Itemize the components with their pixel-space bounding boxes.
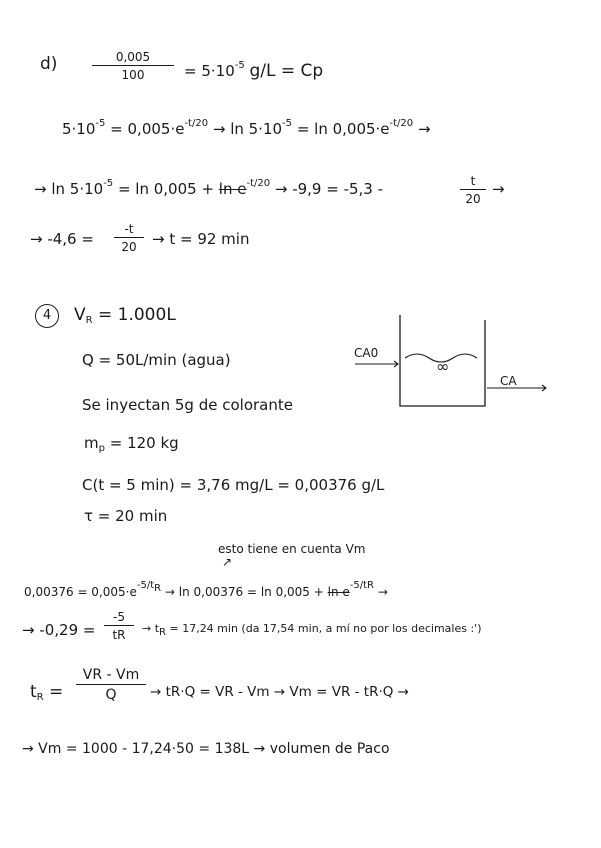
mass-p	[84, 434, 179, 454]
reactor-volume	[74, 307, 176, 324]
eq-text: → ln 0,00376 = ln 0,005 +	[164, 585, 324, 599]
fraction-denominator: 20	[465, 192, 481, 206]
exponent-text: -5/t	[136, 580, 155, 591]
concentration: C(t = 5 min) = 3,76 mg/L = 0,00376 g/L	[82, 476, 385, 494]
equation-d4-right: → t = 92 min	[152, 230, 250, 248]
eq-text: = 0,005·e	[110, 120, 185, 138]
fraction-d3	[460, 175, 486, 205]
tau: τ = 20 min	[84, 507, 168, 525]
outlet-label: CA	[500, 374, 517, 388]
equation-4-1	[24, 580, 388, 599]
exponent: -t/20	[246, 178, 271, 189]
exponent: -5	[234, 60, 245, 71]
eq-text: = 5·10	[184, 62, 235, 80]
fraction-numerator: -t	[114, 223, 144, 238]
equation-4-3-right: → tR·Q = VR - Vm → Vm = VR - tR·Q →	[150, 684, 409, 700]
equation-4-2-right	[142, 622, 482, 638]
exponent: -t/20	[389, 118, 414, 129]
injection-text: Se inyectan 5g de colorante	[82, 396, 293, 414]
problem-number: 4	[35, 304, 59, 328]
exponent: -5	[95, 118, 106, 129]
fraction-denominator: 100	[121, 68, 145, 82]
fraction-d1	[92, 51, 174, 81]
eq-text: = 120 kg	[104, 434, 179, 452]
eq-text: =	[43, 682, 64, 702]
eq-text: = 17,24 min (da 17,54 min, a mí no por los decimales :')	[165, 622, 482, 635]
exponent: -t/20	[184, 118, 209, 129]
fraction-4-2	[104, 611, 134, 641]
note-arrow-icon: ↗	[222, 555, 233, 569]
equation-d4-left: → -4,6 =	[30, 230, 94, 248]
fraction-numerator: VR - Vm	[76, 668, 146, 685]
arrow-text: →	[377, 585, 388, 599]
svg-text:∞: ∞	[436, 357, 450, 376]
annotation-note: esto tiene en cuenta Vm	[218, 542, 366, 556]
tank-diagram	[350, 310, 550, 410]
subscript: p	[98, 443, 105, 454]
crossed-out-term: ln e	[218, 180, 247, 198]
fraction-numerator: 0,005	[92, 51, 174, 66]
subscript: R	[154, 583, 162, 594]
part-d-label: d)	[40, 54, 58, 74]
equation-d2	[62, 118, 431, 138]
subscript: R	[159, 627, 166, 638]
fraction-denominator: 20	[121, 240, 137, 254]
eq-text: = 1.000L	[92, 305, 176, 325]
subscript: R	[36, 692, 44, 703]
exponent: -5/tR	[349, 580, 374, 591]
arrow-d3: →	[492, 180, 505, 198]
eq-text: = ln 0,005·e	[296, 120, 390, 138]
fraction-4-3	[76, 668, 146, 702]
fraction-denominator: Q	[105, 687, 117, 703]
equation-4-3-left	[30, 684, 63, 701]
subscript: R	[85, 315, 93, 326]
crossed-out-term: ln e	[327, 585, 350, 599]
exponent: -5	[103, 178, 114, 189]
eq-text: → t	[142, 622, 160, 635]
fraction-denominator: tR	[112, 628, 126, 642]
eq-text: → -9,9 = -5,3 -	[274, 180, 384, 198]
equation-4-2-left: → -0,29 =	[22, 621, 96, 639]
eq-text: V	[74, 305, 86, 325]
eq-text: m	[84, 434, 99, 452]
eq-text: 0,00376 = 0,005·e	[24, 585, 137, 599]
eq-text: → ln 5·10	[212, 120, 283, 138]
arrow-text: →	[417, 120, 431, 138]
flow-rate: Q = 50L/min (agua)	[82, 351, 231, 369]
fraction-d4	[114, 223, 144, 253]
fraction-numerator: t	[460, 175, 486, 190]
equation-4-4: → Vm = 1000 - 17,24·50 = 138L → volumen de Paco	[22, 741, 390, 757]
exponent: -5	[282, 118, 293, 129]
eq-text: t	[30, 682, 37, 702]
equation-d3	[34, 178, 384, 198]
eq-text: = ln 0,005 +	[117, 180, 215, 198]
inlet-label: CA0	[354, 346, 379, 360]
fraction-numerator: -5	[104, 611, 134, 626]
eq-text: g/L = Cp	[249, 61, 324, 81]
eq-text: → ln 5·10	[34, 180, 104, 198]
eq-text: 5·10	[62, 120, 96, 138]
equation-d1	[184, 60, 324, 81]
exponent	[136, 580, 162, 594]
